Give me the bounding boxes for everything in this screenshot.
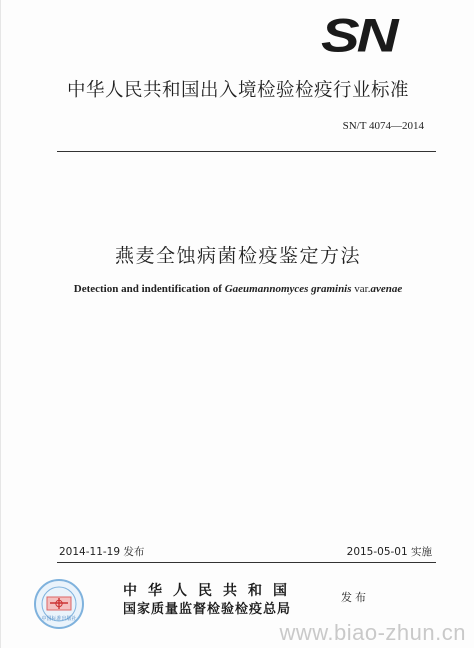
seal-text: 中国标准出版社: [41, 616, 77, 622]
publisher-agency: 国家质量监督检验检疫总局: [123, 602, 292, 617]
title-english-var: var.: [351, 283, 371, 295]
implementation-date: 2015-05-01 实施: [346, 546, 432, 558]
industry-standard-heading: 中华人民共和国出入境检验检疫行业标准: [66, 80, 409, 101]
title-english-species: Gaeumannomyces graminis: [224, 283, 352, 295]
title-english: [1, 283, 474, 295]
title-english-variety: avenae: [370, 283, 403, 295]
site-watermark: www.biao-zhun.cn: [279, 620, 466, 645]
sn-logo: SN: [321, 8, 396, 63]
publisher-country: 中华人民共和国: [123, 583, 298, 599]
publisher-label: 发布: [341, 591, 369, 604]
issue-date: 2014-11-19 发布: [59, 546, 145, 558]
publisher-seal-icon: [33, 578, 85, 630]
title-english-prefix: Detection and indentification of: [73, 283, 225, 295]
footer-divider: [57, 562, 436, 563]
title-chinese: 燕麦全蚀病菌检疫鉴定方法: [114, 245, 361, 267]
standard-code: SN/T 4074—2014: [342, 120, 424, 132]
header-divider: [57, 151, 436, 152]
